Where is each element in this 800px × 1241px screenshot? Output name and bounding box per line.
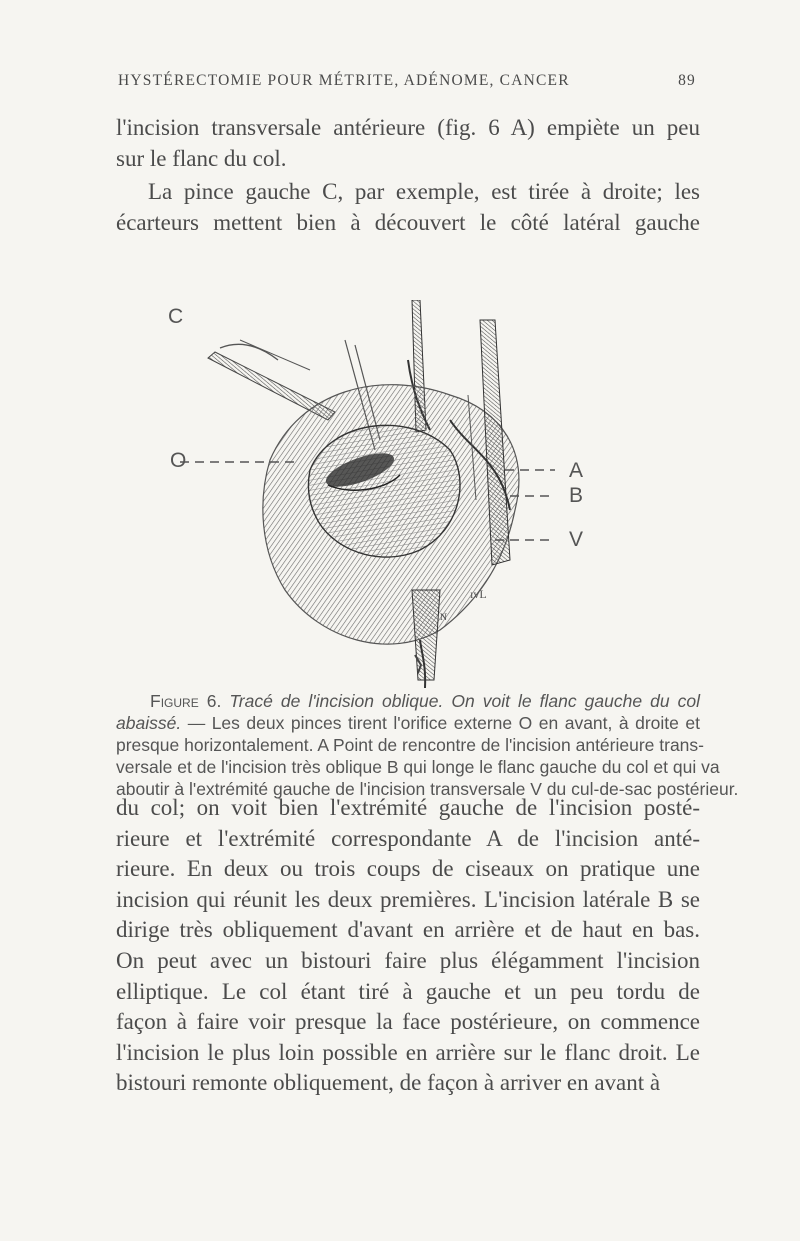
- text-line: écarteurs mettent bien à découvert le côté latéral gauche: [116, 210, 700, 235]
- figure-label-b: B: [569, 484, 584, 507]
- text-line: façon à faire voir presque la face postérieure, on commence: [116, 1009, 700, 1035]
- text-line: rieure. En deux ou trois coups de ciseaux on pratique une: [116, 856, 700, 882]
- top-paragraph: [116, 112, 700, 174]
- caption-line: presque horizontalement. A Point de rencontre de l'incision antérieure trans-: [116, 735, 704, 755]
- caption-line: aboutir à l'extrémité gauche de l'incision transversale V du cul-de-sac postérieur.: [116, 779, 739, 799]
- figure-6-illustration: [150, 300, 620, 690]
- text-line: La pince gauche C, par exemple, est tirée à droite; les: [148, 179, 700, 204]
- figure-label-v: V: [569, 528, 584, 551]
- caption-line: [116, 712, 700, 734]
- second-paragraph: [116, 176, 700, 238]
- svg-text:ɴ: ɴ: [440, 609, 447, 624]
- running-head: [118, 72, 696, 90]
- figure-label-o: O: [170, 449, 187, 472]
- bottom-paragraph: [116, 793, 700, 1099]
- text-line: elliptique. Le col étant tiré à gauche et un peu tordu de: [116, 978, 700, 1004]
- caption-line: versale et de l'incision très oblique B qui longe le flanc gauche du col et qui va: [116, 757, 720, 777]
- text-line: rieure et l'extrémité correspondante A de l'incision anté-: [116, 825, 700, 851]
- text-line: bistouri remonte obliquement, de façon à arriver en avant à: [116, 1070, 661, 1096]
- caption-figure-number: Figure 6.: [150, 691, 222, 711]
- text-line: On peut avec un bistouri faire plus élégamment l'incision: [116, 947, 700, 973]
- caption-line: [116, 690, 700, 712]
- text-line: l'incision transversale antérieure (fig. 6 A) empiète un peu: [116, 115, 700, 140]
- svg-text:ıvL: ıvL: [470, 587, 487, 601]
- caption-title: Tracé de l'incision oblique. On voit le flanc gauche du col: [229, 691, 700, 711]
- text-line: dirige très obliquement d'avant en arrière et de haut en bas.: [116, 917, 700, 943]
- text-line: incision qui réunit les deux premières. L'incision latérale B se: [116, 886, 700, 912]
- caption-title-end: abaissé.: [116, 713, 182, 733]
- running-head-title: HYSTÉRECTOMIE POUR MÉTRITE, ADÉNOME, CANCER: [118, 72, 570, 89]
- figure-caption: [116, 690, 739, 800]
- text-line: sur le flanc du col.: [116, 146, 287, 171]
- figure-label-c: C: [168, 305, 184, 328]
- caption-text: — Les deux pinces tirent l'orifice externe O en avant, à droite et: [187, 713, 700, 733]
- text-line: du col; on voit bien l'extrémité gauche de l'incision posté-: [116, 795, 700, 820]
- surgical-engraving: [150, 300, 620, 690]
- text-line: l'incision le plus loin possible en arrière sur le flanc droit. Le: [116, 1039, 700, 1065]
- figure-label-a: A: [569, 459, 584, 482]
- page-number: 89: [678, 72, 696, 89]
